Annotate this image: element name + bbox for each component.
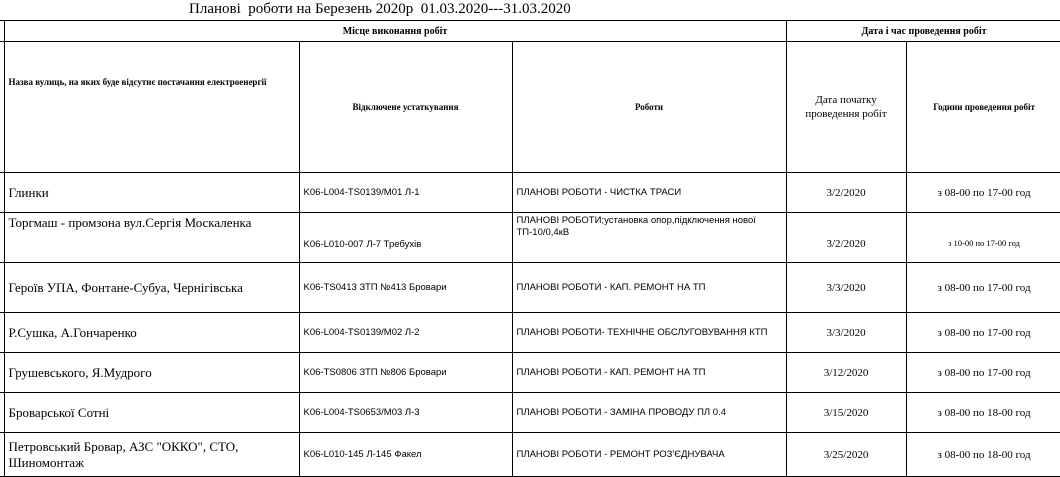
work-cell: ПЛАНОВІ РОБОТИ- ТЕХНІЧНЕ ОБСЛУГОВУВАННЯ КТП: [512, 313, 786, 353]
hours-cell: з 08-00 по 17-00 год: [906, 313, 1060, 353]
header-equipment: Відключене устаткування: [299, 42, 512, 173]
hours-cell: з 08-00 по 18-00 год: [906, 393, 1060, 433]
date-cell: 3/12/2020: [786, 353, 906, 393]
equipment-cell: K06-L004-TS0139/M02 Л-2: [299, 313, 512, 353]
date-cell: 3/3/2020: [786, 313, 906, 353]
header-streets: Назва вулиць, на яких буде відсутнє постачання електроенергії: [4, 42, 299, 173]
hours-cell: з 10-00 по 17-00 год: [906, 213, 1060, 263]
work-cell: ПЛАНОВІ РОБОТИ - ЗАМІНА ПРОВОДУ ПЛ 0.4: [512, 393, 786, 433]
table-row: [0, 313, 1060, 353]
group-header-place: Місце виконання робіт: [4, 21, 786, 42]
work-cell: ПЛАНОВІ РОБОТИ - КАП. РЕМОНТ НА ТП: [512, 353, 786, 393]
street-cell: Торгмаш - промзона вул.Сергія Москаленка: [4, 213, 299, 263]
work-cell: ПЛАНОВІ РОБОТИ;установка опор,підключення нової ТП-10/0,4кВ: [512, 213, 786, 263]
work-cell: ПЛАНОВІ РОБОТИ - РЕМОНТ РОЗ'ЄДНУВАЧА: [512, 433, 786, 477]
group-header-datetime: Дата і час проведення робіт: [786, 21, 1060, 42]
street-cell: Р.Сушка, А.Гончаренко: [4, 313, 299, 353]
outage-table: [0, 20, 1060, 477]
group-header-row: [0, 21, 1060, 42]
equipment-cell: K06-TS0806 ЗТП №806 Бровари: [299, 353, 512, 393]
equipment-cell: K06-L010-007 Л-7 Требухів: [299, 213, 512, 263]
table-row: [0, 263, 1060, 313]
hours-cell: з 08-00 по 17-00 год: [906, 173, 1060, 213]
street-cell: Грушевського, Я.Мудрого: [4, 353, 299, 393]
hours-cell: з 08-00 по 17-00 год: [906, 353, 1060, 393]
street-cell: Глинки: [4, 173, 299, 213]
header-hours: Години проведення робіт: [906, 42, 1060, 173]
date-cell: 3/2/2020: [786, 173, 906, 213]
date-cell: 3/3/2020: [786, 263, 906, 313]
work-cell: ПЛАНОВІ РОБОТИ - КАП. РЕМОНТ НА ТП: [512, 263, 786, 313]
table-row: [0, 433, 1060, 477]
table-row: [0, 173, 1060, 213]
table-row: [0, 213, 1060, 263]
page-title: Планові роботи на Березень 2020р 01.03.2020---31.03.2020: [189, 1, 571, 17]
hours-cell: з 08-00 по 17-00 год: [906, 263, 1060, 313]
street-cell: Петровський Бровар, АЗС "ОККО", СТО, Шиномонтаж: [4, 433, 299, 477]
equipment-cell: K06-L004-TS0139/M01 Л-1: [299, 173, 512, 213]
hours-cell: з 08-00 по 18-00 год: [906, 433, 1060, 477]
equipment-cell: K06-TS0413 ЗТП №413 Бровари: [299, 263, 512, 313]
street-cell: Героїв УПА, Фонтане-Субуа, Чернігівська: [4, 263, 299, 313]
header-works: Роботи: [512, 42, 786, 173]
date-cell: 3/2/2020: [786, 213, 906, 263]
table-row: [0, 353, 1060, 393]
header-start-date: Дата початку проведення робіт: [786, 42, 906, 173]
table-row: [0, 393, 1060, 433]
equipment-cell: K06-L010-145 Л-145 Факел: [299, 433, 512, 477]
work-cell: ПЛАНОВІ РОБОТИ - ЧИСТКА ТРАСИ: [512, 173, 786, 213]
date-cell: 3/15/2020: [786, 393, 906, 433]
street-cell: Броварської Сотні: [4, 393, 299, 433]
equipment-cell: K06-L004-TS0653/M03 Л-3: [299, 393, 512, 433]
date-cell: 3/25/2020: [786, 433, 906, 477]
column-header-row: [0, 42, 1060, 173]
